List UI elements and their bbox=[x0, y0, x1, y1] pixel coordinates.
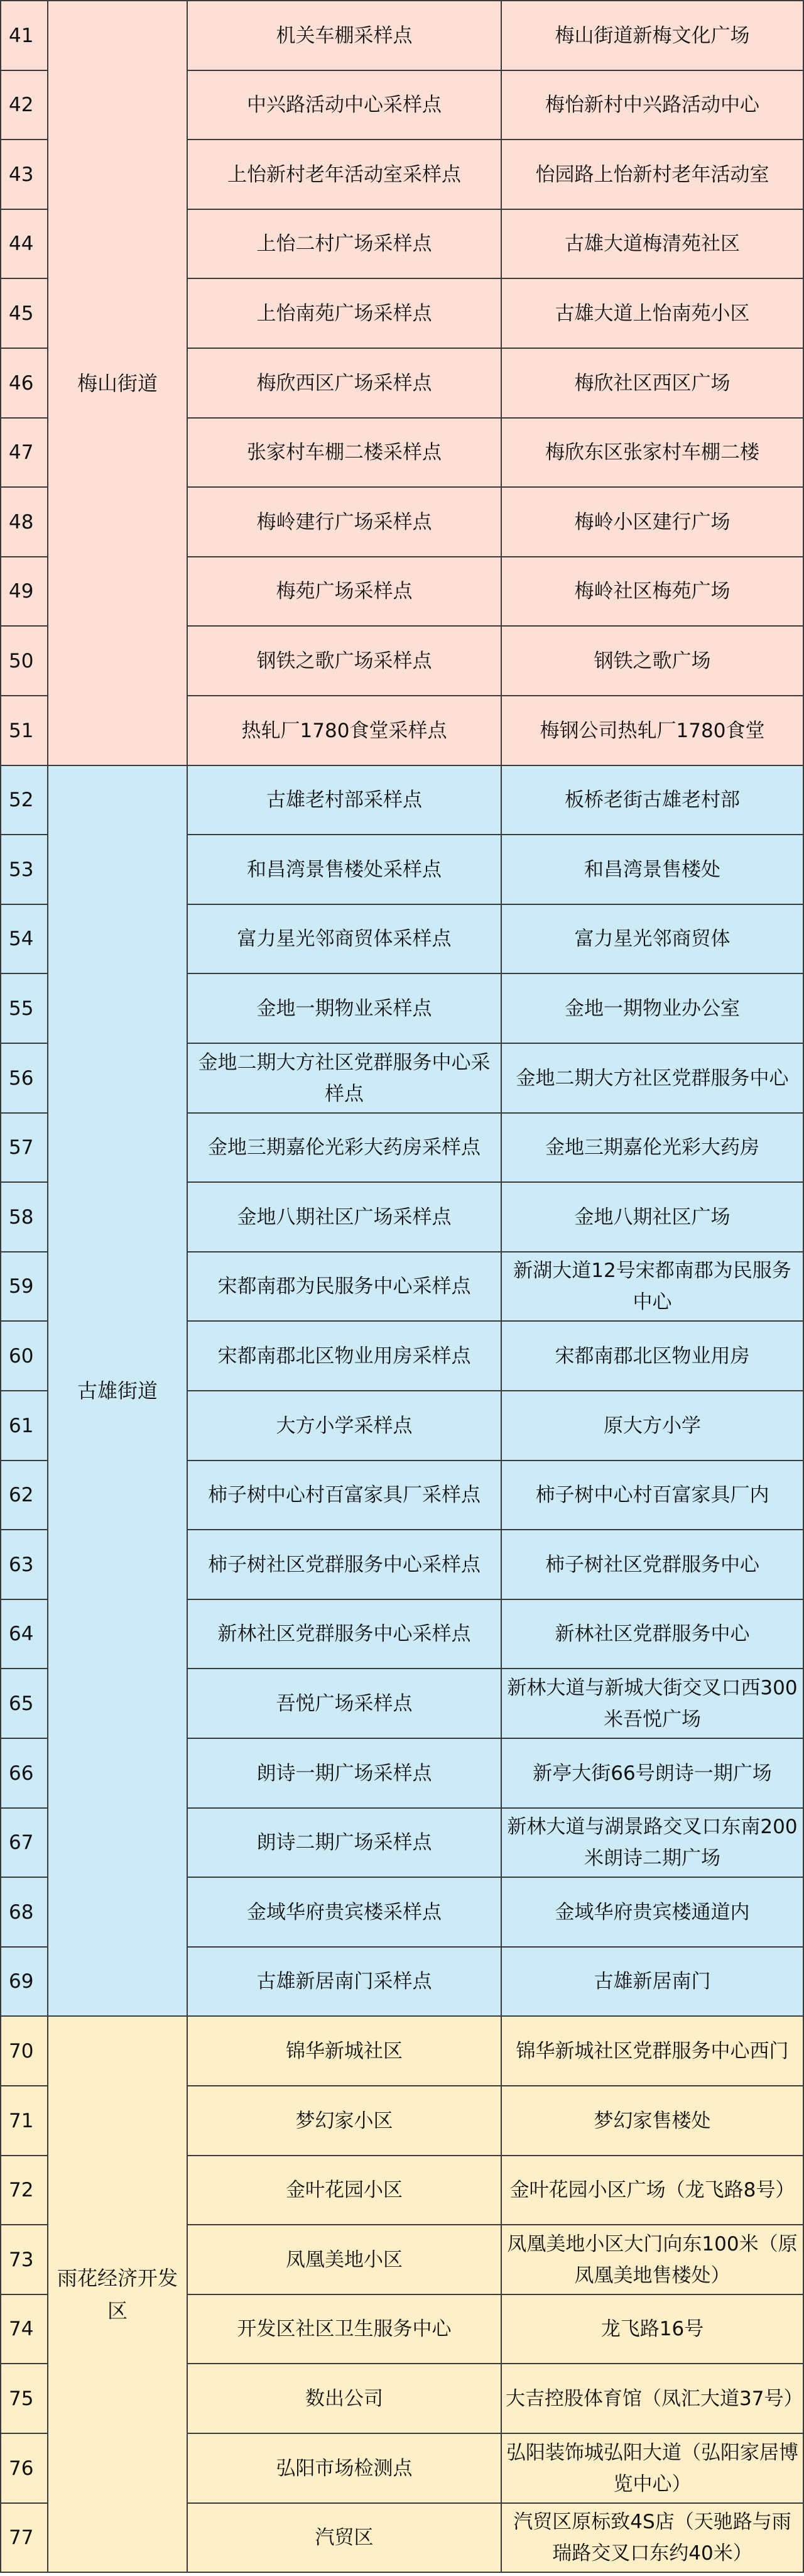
row-number: 57 bbox=[0, 1112, 48, 1183]
sampling-site-name: 热轧厂1780食堂采样点 bbox=[187, 695, 502, 766]
sampling-site-name: 锦华新城社区 bbox=[187, 2015, 502, 2086]
sampling-site-name: 数出公司 bbox=[187, 2363, 502, 2434]
row-number: 63 bbox=[0, 1529, 48, 1600]
row-number: 56 bbox=[0, 1043, 48, 1114]
district-name: 雨花经济开发区 bbox=[47, 2015, 188, 2573]
sampling-site-location: 板桥老街古雄老村部 bbox=[501, 765, 804, 835]
district-name: 古雄街道 bbox=[47, 765, 188, 2017]
sampling-site-location: 金地八期社区广场 bbox=[501, 1181, 804, 1252]
sampling-site-location: 金地一期物业办公室 bbox=[501, 973, 804, 1044]
row-number: 76 bbox=[0, 2433, 48, 2504]
sampling-site-location: 梅岭社区梅苑广场 bbox=[501, 556, 804, 627]
sampling-site-location: 梦幻家售楼处 bbox=[501, 2085, 804, 2156]
sampling-site-name: 金地八期社区广场采样点 bbox=[187, 1181, 502, 1252]
row-number: 42 bbox=[0, 70, 48, 140]
sampling-site-name: 金地一期物业采样点 bbox=[187, 973, 502, 1044]
row-number: 46 bbox=[0, 348, 48, 419]
sampling-site-name: 古雄老村部采样点 bbox=[187, 765, 502, 835]
row-number: 47 bbox=[0, 417, 48, 488]
sampling-site-location: 原大方小学 bbox=[501, 1390, 804, 1461]
sampling-site-location: 弘阳装饰城弘阳大道（弘阳家居博览中心） bbox=[501, 2433, 804, 2504]
row-number: 44 bbox=[0, 209, 48, 279]
sampling-site-location: 汽贸区原标致4S店（天驰路与雨瑞路交叉口东约40米） bbox=[501, 2502, 804, 2573]
sampling-site-name: 朗诗一期广场采样点 bbox=[187, 1738, 502, 1809]
sampling-site-location: 和昌湾景售楼处 bbox=[501, 834, 804, 905]
sampling-site-name: 钢铁之歌广场采样点 bbox=[187, 625, 502, 696]
sampling-site-location: 柿子树中心村百富家具厂内 bbox=[501, 1460, 804, 1530]
sampling-site-location: 金域华府贵宾楼通道内 bbox=[501, 1877, 804, 1948]
sampling-site-location: 梅欣社区西区广场 bbox=[501, 348, 804, 419]
row-number: 45 bbox=[0, 278, 48, 349]
sampling-site-name: 吾悦广场采样点 bbox=[187, 1668, 502, 1739]
sampling-site-name: 梦幻家小区 bbox=[187, 2085, 502, 2156]
sampling-site-name: 富力星光邻商贸体采样点 bbox=[187, 904, 502, 974]
row-number: 73 bbox=[0, 2224, 48, 2295]
row-number: 52 bbox=[0, 765, 48, 835]
sampling-site-name: 柿子树社区党群服务中心采样点 bbox=[187, 1529, 502, 1600]
row-number: 51 bbox=[0, 695, 48, 766]
sampling-site-name: 梅岭建行广场采样点 bbox=[187, 486, 502, 557]
sampling-site-name: 金叶花园小区 bbox=[187, 2155, 502, 2225]
sampling-site-location: 凤凰美地小区大门向东100米（原凤凰美地售楼处） bbox=[501, 2224, 804, 2295]
row-number: 72 bbox=[0, 2155, 48, 2225]
sampling-site-location: 龙飞路16号 bbox=[501, 2294, 804, 2364]
sampling-site-name: 金地二期大方社区党群服务中心采样点 bbox=[187, 1043, 502, 1114]
sampling-site-location: 金叶花园小区广场（龙飞路8号） bbox=[501, 2155, 804, 2225]
sampling-site-location: 大吉控股体育馆（凤汇大道37号） bbox=[501, 2363, 804, 2434]
sampling-site-name: 柿子树中心村百富家具厂采样点 bbox=[187, 1460, 502, 1530]
row-number: 41 bbox=[0, 0, 48, 71]
sampling-site-name: 大方小学采样点 bbox=[187, 1390, 502, 1461]
sampling-site-name: 开发区社区卫生服务中心 bbox=[187, 2294, 502, 2364]
sampling-site-location: 宋都南郡北区物业用房 bbox=[501, 1320, 804, 1391]
row-number: 58 bbox=[0, 1181, 48, 1252]
sampling-site-location: 梅山街道新梅文化广场 bbox=[501, 0, 804, 71]
sampling-site-location: 古雄大道上怡南苑小区 bbox=[501, 278, 804, 349]
sampling-site-name: 张家村车棚二楼采样点 bbox=[187, 417, 502, 488]
sampling-site-location: 钢铁之歌广场 bbox=[501, 625, 804, 696]
sampling-site-location: 古雄新居南门 bbox=[501, 1946, 804, 2017]
row-number: 77 bbox=[0, 2502, 48, 2573]
row-number: 54 bbox=[0, 904, 48, 974]
sampling-site-name: 梅欣西区广场采样点 bbox=[187, 348, 502, 419]
sampling-site-name: 和昌湾景售楼处采样点 bbox=[187, 834, 502, 905]
sampling-site-name: 金域华府贵宾楼采样点 bbox=[187, 1877, 502, 1948]
sampling-site-name: 宋都南郡北区物业用房采样点 bbox=[187, 1320, 502, 1391]
row-number: 65 bbox=[0, 1668, 48, 1739]
row-number: 70 bbox=[0, 2015, 48, 2086]
row-number: 67 bbox=[0, 1807, 48, 1878]
sampling-site-name: 弘阳市场检测点 bbox=[187, 2433, 502, 2504]
sampling-site-location: 梅岭小区建行广场 bbox=[501, 486, 804, 557]
row-number: 59 bbox=[0, 1251, 48, 1322]
sampling-site-name: 宋都南郡为民服务中心采样点 bbox=[187, 1251, 502, 1322]
sampling-site-location: 古雄大道梅清苑社区 bbox=[501, 209, 804, 279]
row-number: 43 bbox=[0, 139, 48, 210]
sampling-site-name: 中兴路活动中心采样点 bbox=[187, 70, 502, 140]
sampling-site-location: 新林大道与湖景路交叉口东南200米朗诗二期广场 bbox=[501, 1807, 804, 1878]
row-number: 61 bbox=[0, 1390, 48, 1461]
sampling-site-location: 新林大道与新城大街交叉口西300米吾悦广场 bbox=[501, 1668, 804, 1739]
row-number: 62 bbox=[0, 1460, 48, 1530]
sampling-site-name: 梅苑广场采样点 bbox=[187, 556, 502, 627]
sampling-site-location: 新湖大道12号宋都南郡为民服务中心 bbox=[501, 1251, 804, 1322]
sampling-site-location: 梅钢公司热轧厂1780食堂 bbox=[501, 695, 804, 766]
row-number: 48 bbox=[0, 486, 48, 557]
sampling-site-name: 机关车棚采样点 bbox=[187, 0, 502, 71]
sampling-site-name: 汽贸区 bbox=[187, 2502, 502, 2573]
row-number: 53 bbox=[0, 834, 48, 905]
sampling-site-name: 新林社区党群服务中心采样点 bbox=[187, 1599, 502, 1669]
sampling-site-location: 梅欣东区张家村车棚二楼 bbox=[501, 417, 804, 488]
sampling-site-name: 朗诗二期广场采样点 bbox=[187, 1807, 502, 1878]
row-number: 66 bbox=[0, 1738, 48, 1809]
row-number: 49 bbox=[0, 556, 48, 627]
row-number: 75 bbox=[0, 2363, 48, 2434]
row-number: 55 bbox=[0, 973, 48, 1044]
sampling-site-location: 富力星光邻商贸体 bbox=[501, 904, 804, 974]
sampling-site-name: 凤凰美地小区 bbox=[187, 2224, 502, 2295]
sampling-site-name: 上怡南苑广场采样点 bbox=[187, 278, 502, 349]
sampling-site-location: 怡园路上怡新村老年活动室 bbox=[501, 139, 804, 210]
row-number: 60 bbox=[0, 1320, 48, 1391]
district-name: 梅山街道 bbox=[47, 0, 188, 766]
row-number: 74 bbox=[0, 2294, 48, 2364]
sampling-site-location: 新林社区党群服务中心 bbox=[501, 1599, 804, 1669]
sampling-site-location: 锦华新城社区党群服务中心西门 bbox=[501, 2015, 804, 2086]
row-number: 68 bbox=[0, 1877, 48, 1948]
sampling-site-location: 新亭大街66号朗诗一期广场 bbox=[501, 1738, 804, 1809]
sampling-site-location: 梅怡新村中兴路活动中心 bbox=[501, 70, 804, 140]
sampling-site-location: 金地三期嘉伦光彩大药房 bbox=[501, 1112, 804, 1183]
row-number: 50 bbox=[0, 625, 48, 696]
sampling-site-location: 金地二期大方社区党群服务中心 bbox=[501, 1043, 804, 1114]
row-number: 69 bbox=[0, 1946, 48, 2017]
sampling-site-location: 柿子树社区党群服务中心 bbox=[501, 1529, 804, 1600]
sampling-site-name: 古雄新居南门采样点 bbox=[187, 1946, 502, 2017]
row-number: 71 bbox=[0, 2085, 48, 2156]
sampling-site-name: 上怡二村广场采样点 bbox=[187, 209, 502, 279]
sampling-site-name: 金地三期嘉伦光彩大药房采样点 bbox=[187, 1112, 502, 1183]
sampling-site-name: 上怡新村老年活动室采样点 bbox=[187, 139, 502, 210]
row-number: 64 bbox=[0, 1599, 48, 1669]
